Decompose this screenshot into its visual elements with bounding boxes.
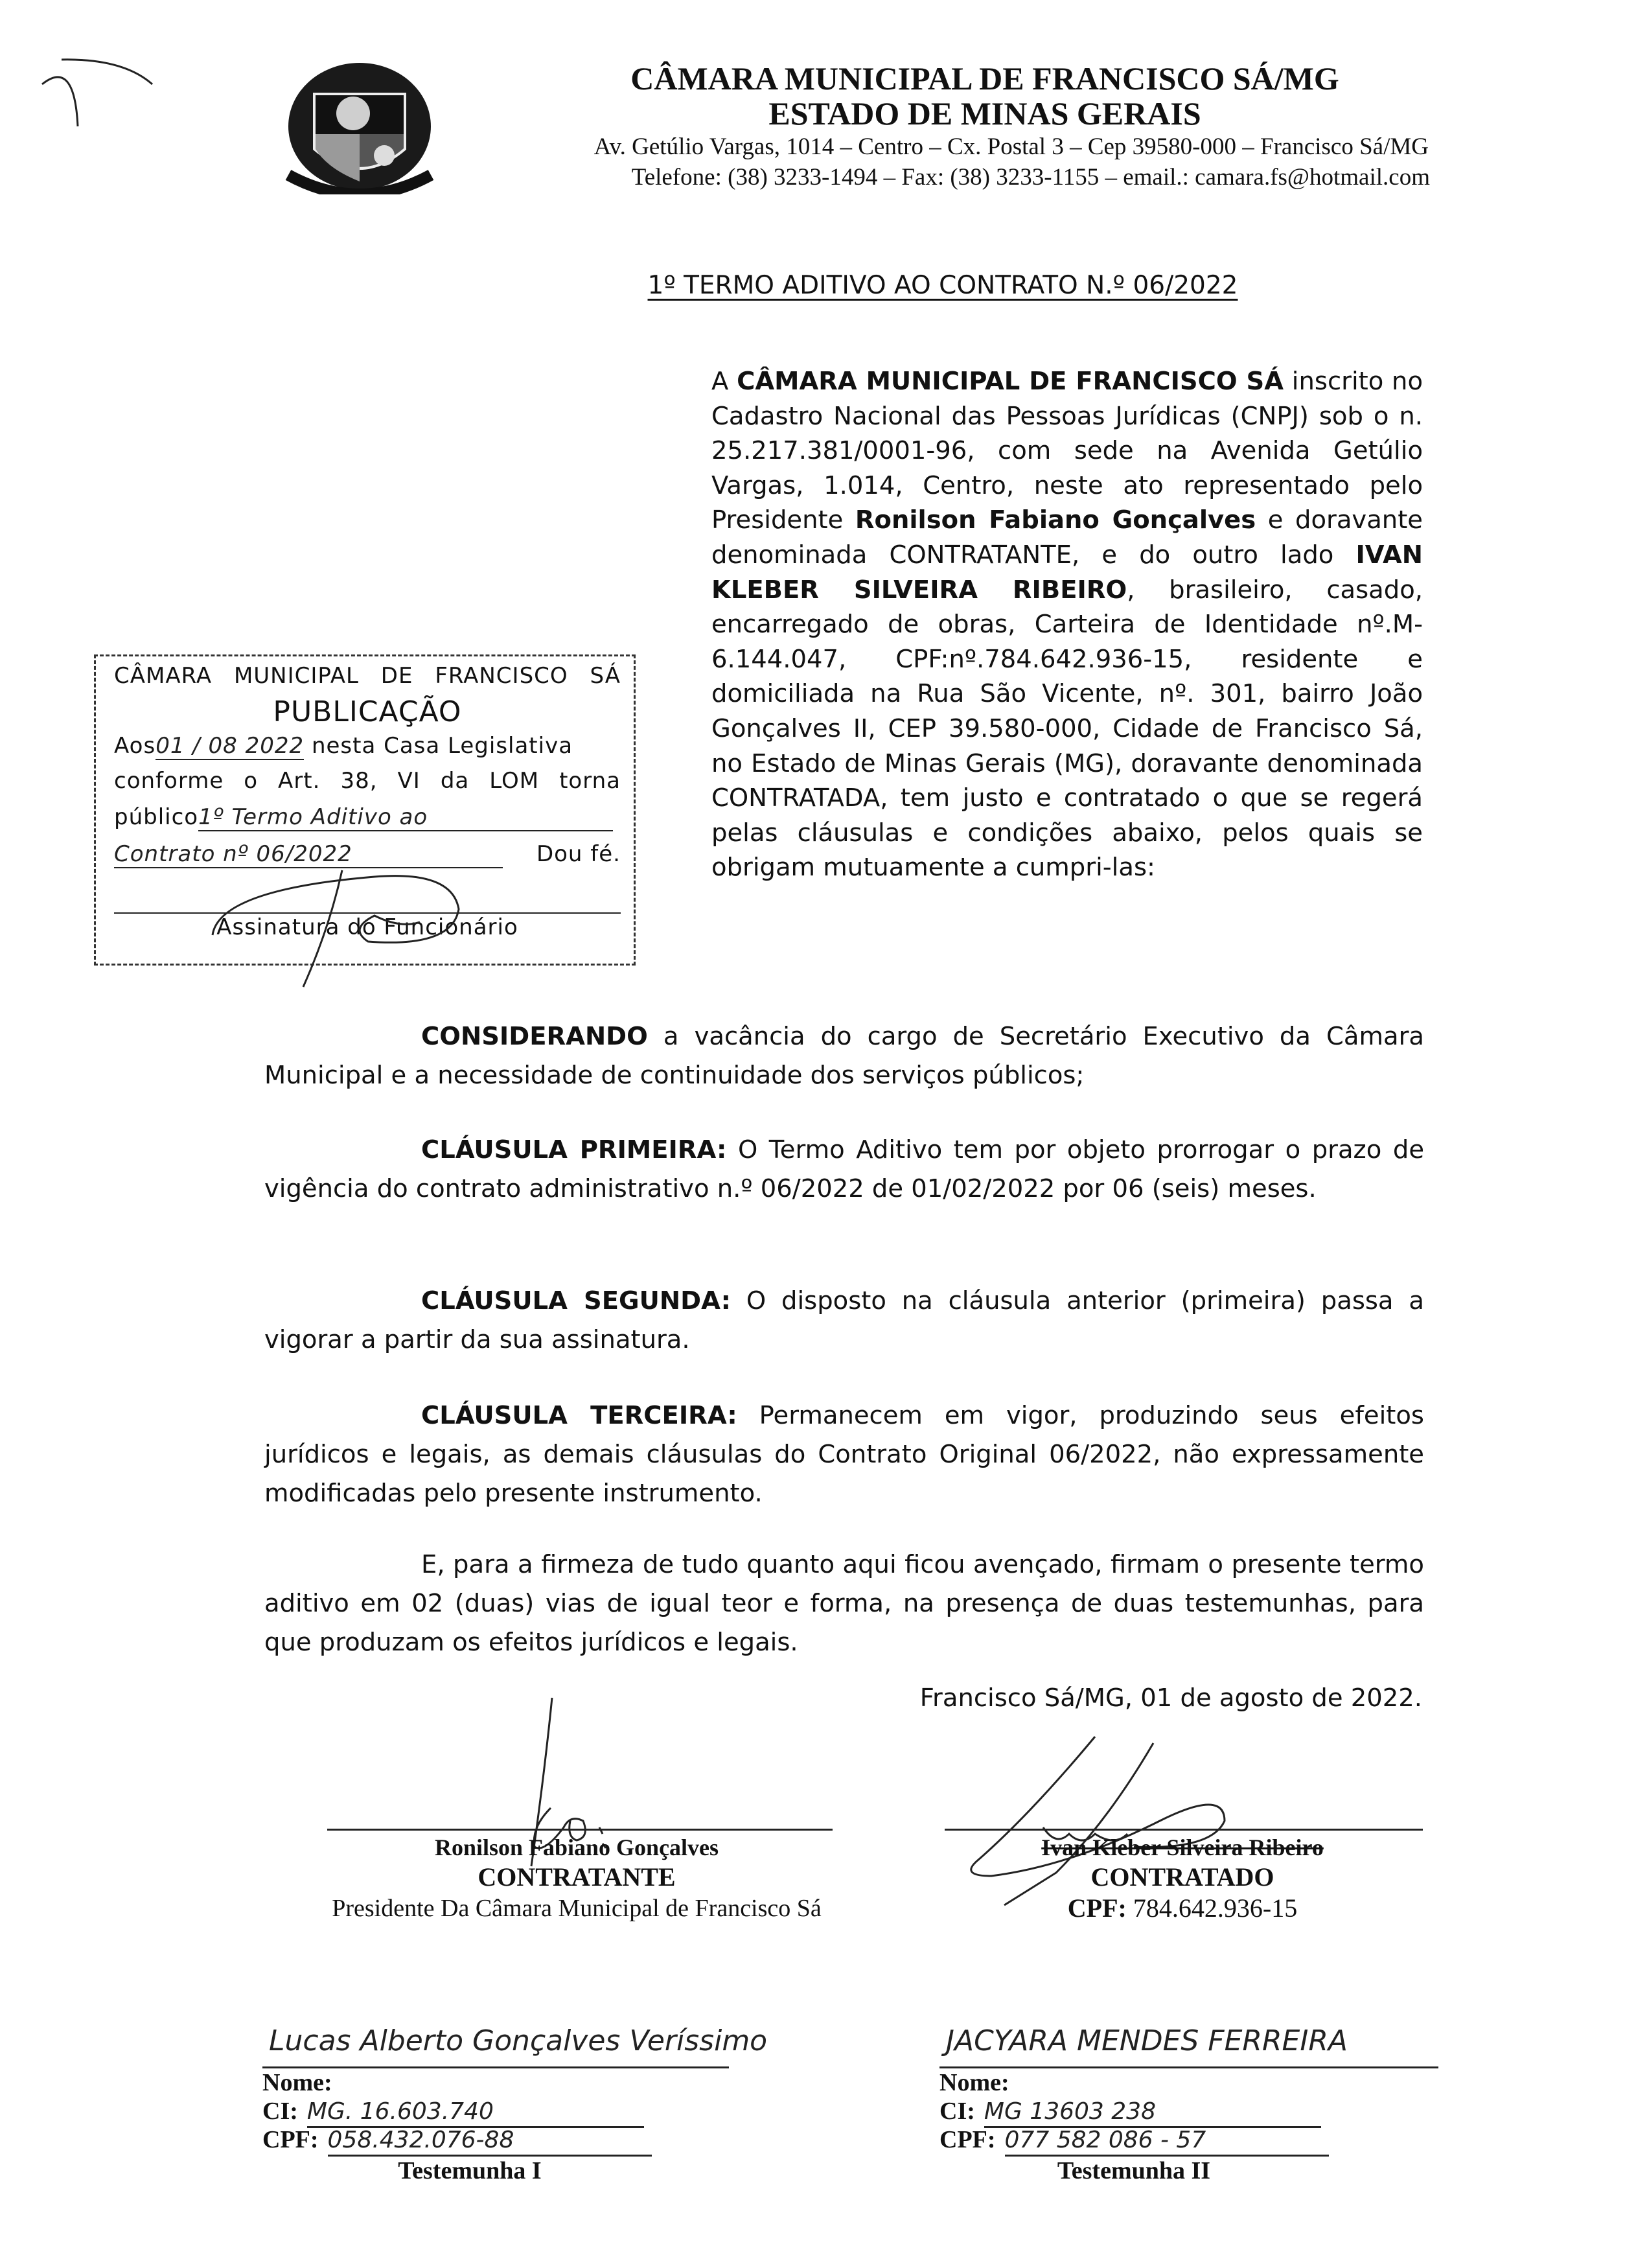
letterhead-contact: Telefone: (38) 3233-1494 – Fax: (38) 3233-1155 – email.: camara.fs@hotmail.com bbox=[631, 164, 1430, 191]
clause-heading: CLÁUSULA TERCEIRA: bbox=[421, 1401, 737, 1430]
clause-segunda bbox=[264, 1282, 1424, 1360]
witness-1-ci-label: CI: bbox=[262, 2098, 298, 2125]
witness-2-cpf-label: CPF: bbox=[939, 2126, 996, 2153]
closing-text: E, para a firmeza de tudo quanto aqui ficou avençado, firmam o presente termo aditivo em 02 (duas) vias de igual teor e forma, na presença de duas testemunhas, para que produzam os efeitos jurídicos e legais. bbox=[264, 1550, 1424, 1657]
document-title: 1º TERMO ADITIVO AO CONTRATO N.º 06/2022 bbox=[647, 271, 1238, 300]
clause-terceira bbox=[264, 1396, 1424, 1513]
scan-artifact-arcs bbox=[0, 0, 194, 168]
stamp-institution: CÂMARA MUNICIPAL DE FRANCISCO SÁ bbox=[114, 663, 621, 689]
witness-1-block bbox=[262, 2012, 768, 2185]
witness-2-cpf-row bbox=[939, 2125, 1458, 2154]
witness-2-ci-value: MG 13603 238 bbox=[984, 2098, 1321, 2128]
contratado-cpf bbox=[933, 1892, 1432, 1925]
stamp-legal-basis: conforme o Art. 38, VI da LOM torna bbox=[114, 768, 621, 794]
date-location: Francisco Sá/MG, 01 de agosto de 2022. bbox=[919, 1684, 1422, 1713]
contratado-cpf-label: CPF: bbox=[1067, 1893, 1127, 1923]
contratante-signatory-name: Ronilson Fabiano Gonçalves bbox=[434, 1834, 719, 1860]
letterhead-address: Av. Getúlio Vargas, 1014 – Centro – Cx. Postal 3 – Cep 39580-000 – Francisco Sá/MG bbox=[593, 133, 1429, 160]
intro-paragraph bbox=[711, 364, 1423, 885]
witness-2-ci-label: CI: bbox=[939, 2098, 975, 2125]
witness-2-cpf-value: 077 582 086 - 57 bbox=[1005, 2126, 1329, 2157]
clause-text: O disposto na cláusula anterior (primeira) passa a vigorar a partir da sua assinatura. bbox=[264, 1286, 1424, 1354]
stamp-handwritten-contract: Contrato nº 06/2022 bbox=[114, 841, 503, 868]
witness-1-nome-label: Nome: bbox=[262, 2069, 332, 2096]
stamp-publico-line bbox=[114, 804, 621, 831]
witness-1-signature: Lucas Alberto Gonçalves Veríssimo bbox=[262, 2012, 729, 2068]
witness-2-caption: Testemunha II bbox=[1057, 2157, 1211, 2184]
clause-heading: CONSIDERANDO bbox=[421, 1022, 648, 1051]
stamp-signature-scribble bbox=[206, 851, 543, 993]
contratado-role: CONTRATADO bbox=[1090, 1862, 1274, 1892]
stamp-handwritten-document: 1º Termo Aditivo ao bbox=[198, 804, 613, 831]
clause-text: O Termo Aditivo tem por objeto prorrogar o prazo de vigência do contrato administrativo n.º 06/2022 de 01/02/2022 por 06 (seis) meses. bbox=[264, 1135, 1425, 1203]
clause-heading: CLÁUSULA PRIMEIRA: bbox=[421, 1135, 727, 1164]
intro-text: , brasileiro, casado, encarregado de obras, Carteira de Identidade nº.M-6.144.047, CPF:nº.784.642.936-15, residente e domiciliada na Rua São Vicente, nº. 301, bairro João Gonçalves II, CEP 39.580-000, Cidade de Francisco Sá, no Estado de Minas Gerais (MG), doravante denominada CONTRATADA, tem justo e contratado o que se regerá pelas cláusulas e condições abaixo, pelos quais se obrigam mutuamente a cumpri-las: bbox=[711, 575, 1423, 883]
stamp-signature-caption: Assinatura do Funcionário bbox=[216, 914, 518, 940]
intro-text: e doravante denominada CONTRATANTE, e do outro lado bbox=[711, 505, 1423, 570]
contratante-role: CONTRATANTE bbox=[478, 1862, 676, 1892]
contratado-name: IVAN KLEBER SILVEIRA RIBEIRO bbox=[711, 540, 1423, 605]
stamp-handwritten-date: 01 / 08 2022 bbox=[156, 733, 305, 759]
witness-1-caption: Testemunha I bbox=[398, 2157, 542, 2184]
contratado-signatory-name: Ivan Kleber Silveira Ribeiro bbox=[1041, 1834, 1324, 1860]
witness-1-cpf-row bbox=[262, 2125, 729, 2154]
coat-of-arms-icon bbox=[275, 58, 444, 194]
witness-1-cpf-label: CPF: bbox=[262, 2126, 319, 2153]
contratante-name: CÂMARA MUNICIPAL DE FRANCISCO SÁ bbox=[737, 367, 1284, 396]
contratante-signature-block bbox=[295, 1833, 858, 1925]
intro-text: inscrito no Cadastro Nacional das Pessoas Jurídicas (CNPJ) sob o n. 25.217.381/0001-96, com sede na Avenida Getúlio Vargas, 1.014, Centro, neste ato representado pelo Presidente bbox=[711, 367, 1423, 535]
witness-2-block bbox=[939, 2012, 1458, 2185]
witness-1-ci-value: MG. 16.603.740 bbox=[307, 2098, 644, 2128]
stamp-date-line bbox=[114, 733, 621, 760]
closing-paragraph bbox=[264, 1545, 1424, 1662]
witness-2-signature: JACYARA MENDES FERREIRA bbox=[939, 2012, 1438, 2068]
coat-of-arms-logo bbox=[275, 58, 444, 194]
contratante-signature-line bbox=[327, 1829, 833, 1831]
witness-2-nome-label: Nome: bbox=[939, 2069, 1009, 2096]
contratado-signature-block bbox=[933, 1833, 1432, 1925]
stamp-heading: PUBLICAÇÃO bbox=[273, 695, 462, 728]
witness-2-ci-row bbox=[939, 2097, 1458, 2125]
clause-text: Permanecem em vigor, produzindo seus efeitos jurídicos e legais, as demais cláusulas do Contrato Original 06/2022, não expressamente modificadas pelo presente instrumento. bbox=[264, 1401, 1424, 1508]
intro-text: A bbox=[711, 367, 737, 396]
clause-heading: CLÁUSULA SEGUNDA: bbox=[421, 1286, 731, 1315]
letterhead-state: ESTADO DE MINAS GERAIS bbox=[768, 95, 1201, 132]
stamp-aos-label: Aos bbox=[114, 733, 156, 759]
contratado-cpf-value: 784.642.936-15 bbox=[1133, 1893, 1298, 1923]
clause-considerando bbox=[264, 1017, 1424, 1095]
contratado-signature-line bbox=[945, 1829, 1423, 1831]
stamp-aos-rest: nesta Casa Legislativa bbox=[311, 733, 573, 759]
witness-1-cpf-value: 058.432.076-88 bbox=[328, 2126, 652, 2157]
president-name: Ronilson Fabiano Gonçalves bbox=[855, 505, 1256, 535]
publication-stamp bbox=[94, 654, 636, 966]
stamp-dou-fe: Dou fé. bbox=[536, 841, 621, 867]
clause-primeira bbox=[264, 1131, 1424, 1209]
witness-1-ci-row bbox=[262, 2097, 729, 2125]
stamp-publico-label: público bbox=[114, 804, 199, 830]
clause-text: a vacância do cargo de Secretário Executivo da Câmara Municipal e a necessidade de continuidade dos serviços públicos; bbox=[264, 1022, 1424, 1090]
letterhead-institution: CÂMARA MUNICIPAL DE FRANCISCO SÁ/MG bbox=[630, 60, 1339, 97]
contratante-title: Presidente Da Câmara Municipal de Francisco Sá bbox=[332, 1895, 822, 1922]
